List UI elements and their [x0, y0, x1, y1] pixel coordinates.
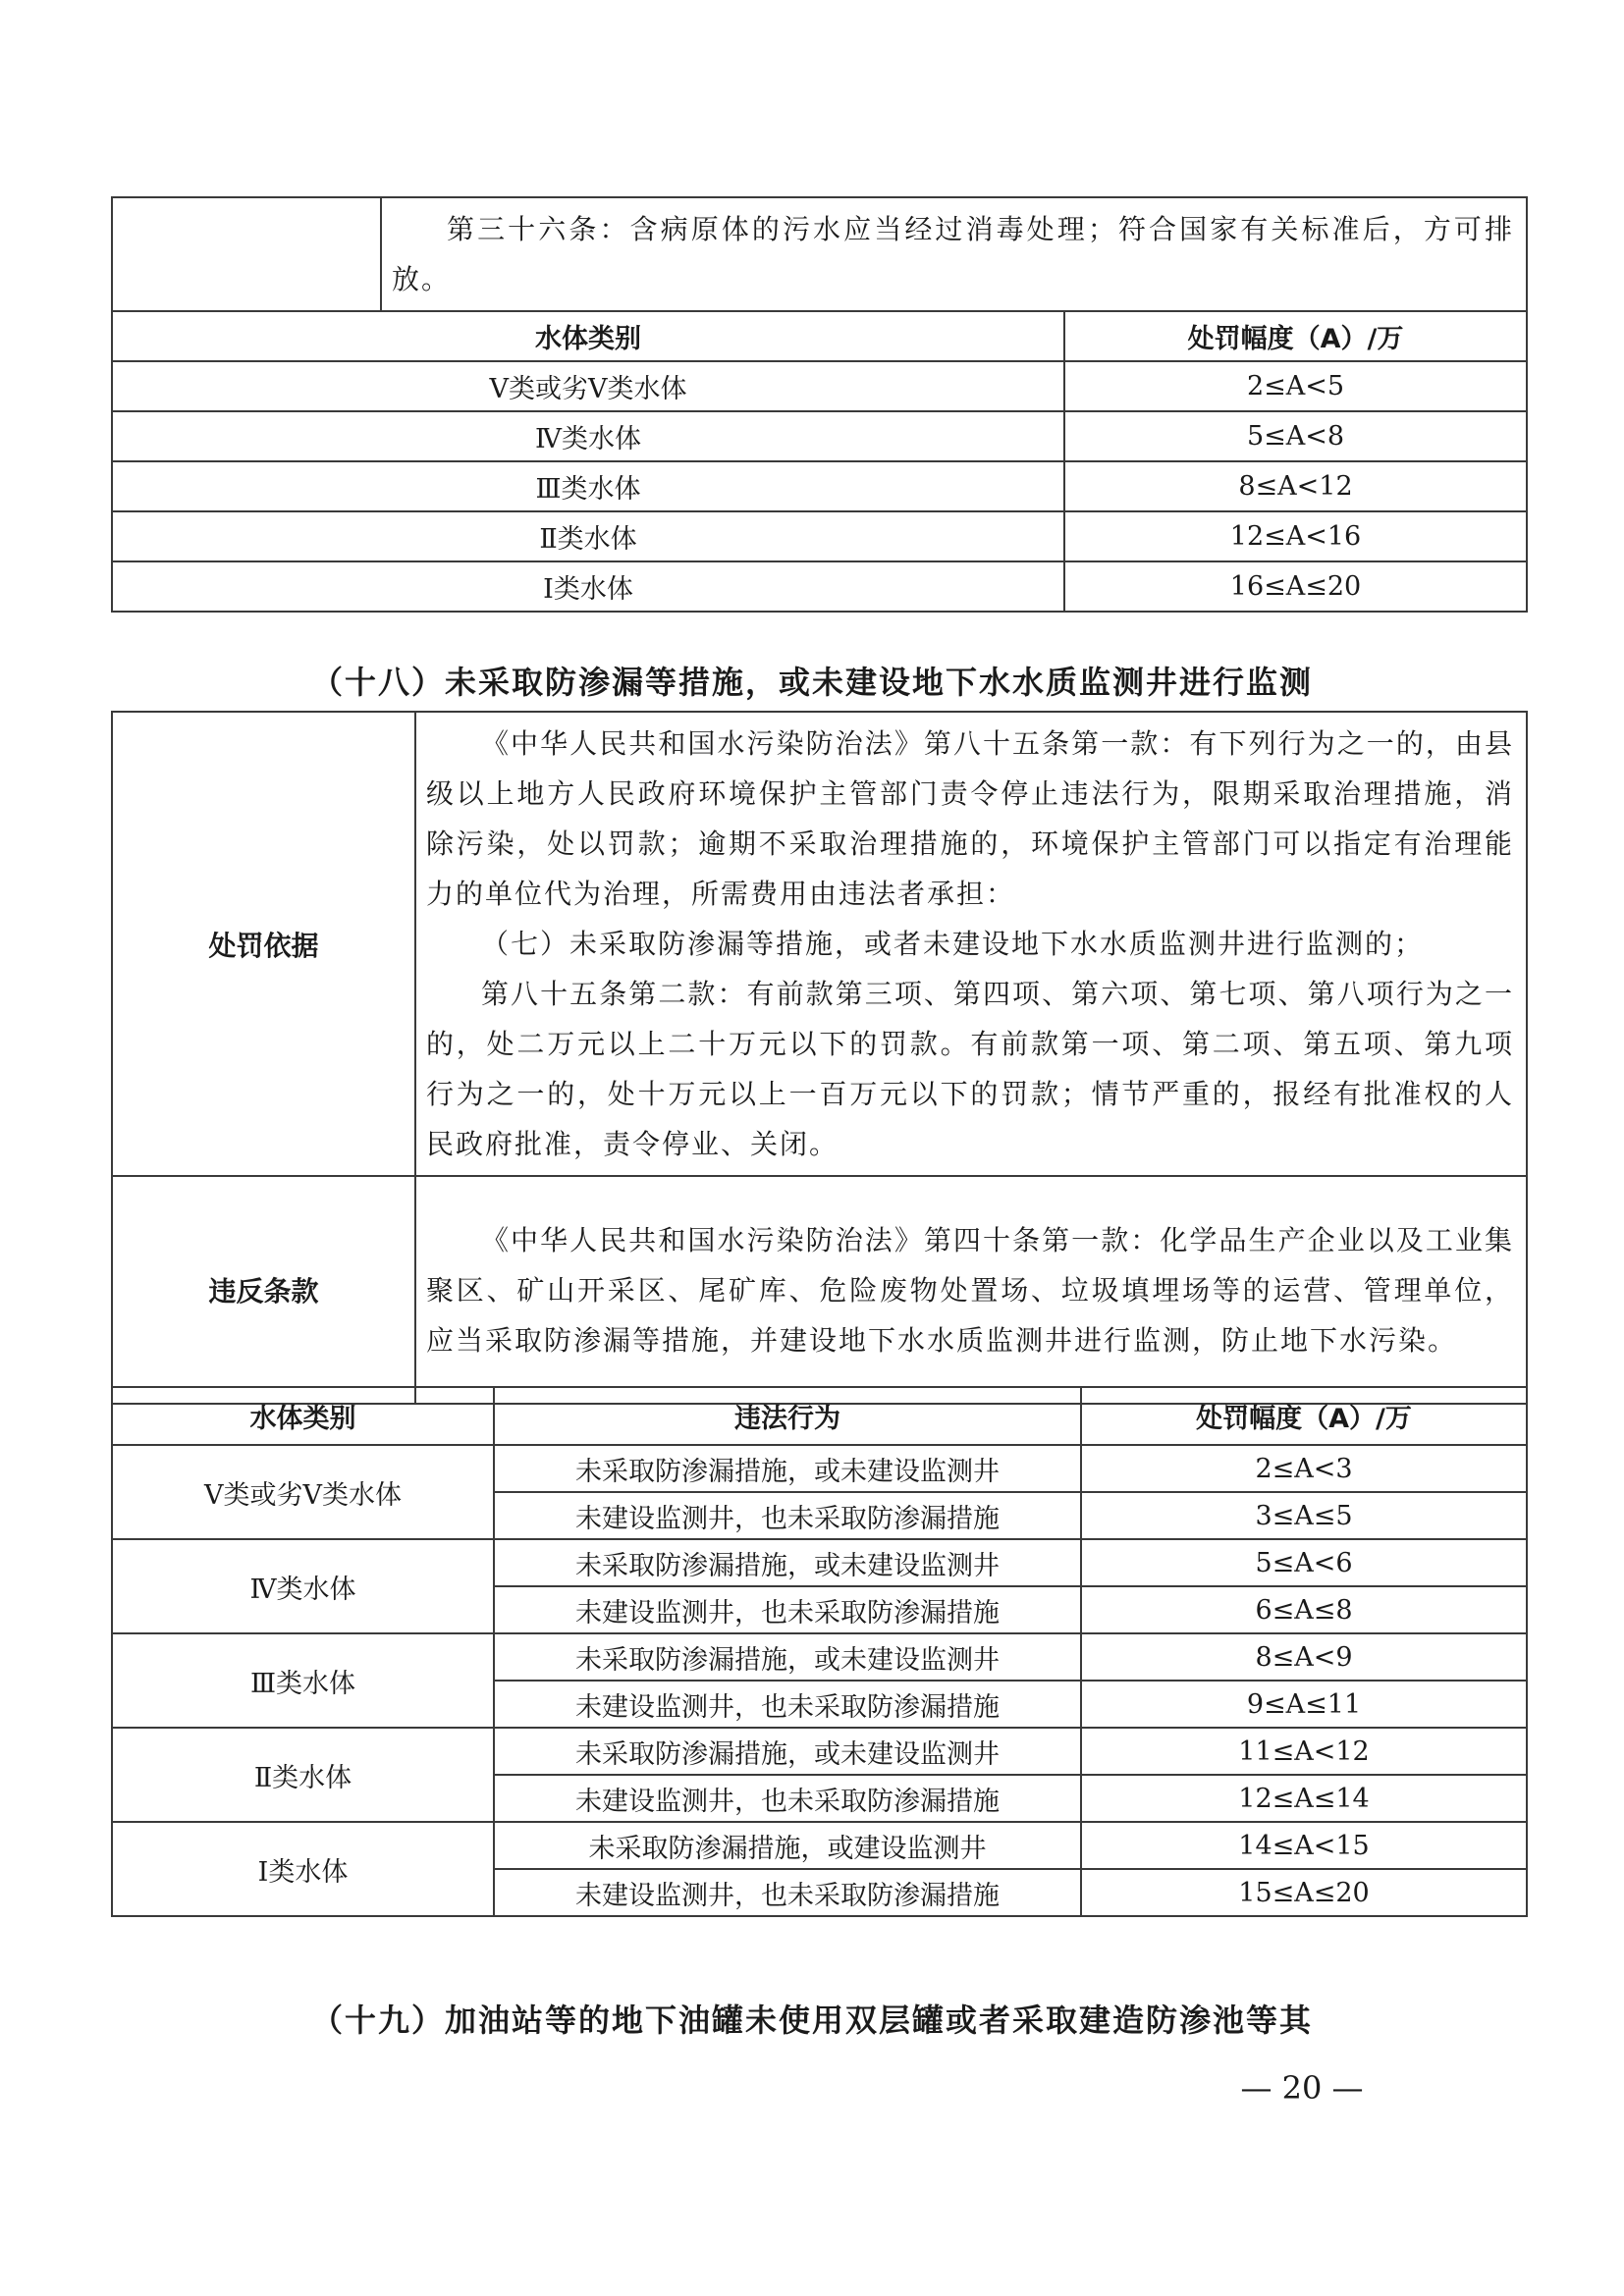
penalty-range: 14≤A<15: [1081, 1822, 1527, 1869]
penalty-range: 8≤A<12: [1064, 461, 1527, 511]
violated-clause-label: 违反条款: [112, 1176, 415, 1404]
article-text: 第三十六条：含病原体的污水应当经过消毒处理；符合国家有关标准后，方可排放。: [392, 213, 1515, 295]
penalty-range: 2≤A<3: [1081, 1445, 1527, 1492]
table-row: [112, 411, 1527, 461]
water-category: Ⅲ类水体: [112, 1633, 494, 1728]
table-row: [112, 1633, 1527, 1681]
table-row: [112, 461, 1527, 511]
section-18-heading: （十八）未采取防渗漏等措施，或未建设地下水水质监测井进行监测: [310, 664, 1313, 701]
penalty-basis-label: 处罚依据: [112, 712, 415, 1176]
violation-behavior: 未采取防渗漏措施，或未建设监测井: [494, 1633, 1081, 1681]
table-header-row: [112, 1387, 1527, 1445]
header-penalty-range: 处罚幅度（A）/万: [1081, 1387, 1527, 1445]
penalty-range: 2≤A<5: [1064, 361, 1527, 411]
violation-behavior: 未采取防渗漏措施，或建设监测井: [494, 1822, 1081, 1869]
penalty-range: 3≤A≤5: [1081, 1492, 1527, 1539]
table-row: [112, 511, 1527, 561]
table-header-row: [112, 311, 1527, 361]
header-water-category: 水体类别: [112, 1387, 494, 1445]
penalty-range: 8≤A<9: [1081, 1633, 1527, 1681]
penalty-basis-paragraph: 《中华人民共和国水污染防治法》第八十五条第一款：有下列行为之一的，由县级以上地方人民政府环境保护主管部门责令停止违法行为，限期采取治理措施，消除污染，处以罚款；逾期不采取治理措施的，环境保护主管部门可以指定有治理能力的单位代为治理，所需费用由违法者承担：: [426, 727, 1514, 910]
violated-clause-text-cell: [415, 1176, 1527, 1404]
header-penalty-range: 处罚幅度（A）/万: [1064, 311, 1527, 361]
violation-behavior: 未采取防渗漏措施，或未建设监测井: [494, 1539, 1081, 1586]
violation-behavior: 未采取防渗漏措施，或未建设监测井: [494, 1728, 1081, 1775]
table-row: [112, 1445, 1527, 1492]
water-category: Ⅱ类水体: [112, 511, 1064, 561]
legal-basis-table: [111, 711, 1528, 1405]
water-category: Ⅳ类水体: [112, 1539, 494, 1633]
violation-behavior: 未建设监测井，也未采取防渗漏措施: [494, 1775, 1081, 1822]
table-row: [112, 361, 1527, 411]
empty-label-cell: [112, 197, 381, 311]
table-row: [112, 1539, 1527, 1586]
article-row: [112, 197, 1527, 311]
penalty-basis-row: [112, 712, 1527, 1176]
penalty-range: 16≤A≤20: [1064, 561, 1527, 612]
page-number: — 20 —: [1240, 2069, 1364, 2107]
penalty-basis-paragraph: （七）未采取防渗漏等措施，或者未建设地下水水质监测井进行监测的；: [481, 928, 1425, 960]
penalty-basis-text-cell: [415, 712, 1527, 1176]
violation-behavior: 未采取防渗漏措施，或未建设监测井: [494, 1445, 1081, 1492]
violation-behavior: 未建设监测井，也未采取防渗漏措施: [494, 1492, 1081, 1539]
table-row: [112, 1822, 1527, 1869]
penalty-range: 9≤A≤11: [1081, 1681, 1527, 1728]
penalty-range-table-18: [111, 1386, 1528, 1917]
water-category: Ⅱ类水体: [112, 1728, 494, 1822]
penalty-range: 5≤A<6: [1081, 1539, 1527, 1586]
article-text-cell: [381, 197, 1527, 311]
violated-clause-row: [112, 1176, 1527, 1404]
penalty-range: 15≤A≤20: [1081, 1869, 1527, 1916]
water-category: Ⅰ类水体: [112, 561, 1064, 612]
violation-behavior: 未建设监测井，也未采取防渗漏措施: [494, 1681, 1081, 1728]
water-category: Ⅴ类或劣Ⅴ类水体: [112, 1445, 494, 1539]
header-violation-behavior: 违法行为: [494, 1387, 1081, 1445]
water-category: Ⅰ类水体: [112, 1822, 494, 1916]
penalty-range: 6≤A≤8: [1081, 1586, 1527, 1633]
header-water-category: 水体类别: [112, 311, 1064, 361]
penalty-range: 12≤A≤14: [1081, 1775, 1527, 1822]
violation-behavior: 未建设监测井，也未采取防渗漏措施: [494, 1869, 1081, 1916]
section-19-heading: （十九）加油站等的地下油罐未使用双层罐或者采取建造防渗池等其: [310, 2002, 1313, 2039]
penalty-range: 12≤A<16: [1064, 511, 1527, 561]
penalty-range: 5≤A<8: [1064, 411, 1527, 461]
water-category-penalty-table-17: [111, 196, 1528, 613]
water-category: Ⅲ类水体: [112, 461, 1064, 511]
violation-behavior: 未建设监测井，也未采取防渗漏措施: [494, 1586, 1081, 1633]
water-category: Ⅴ类或劣Ⅴ类水体: [112, 361, 1064, 411]
table-row: [112, 1728, 1527, 1775]
table-row: [112, 561, 1527, 612]
penalty-basis-paragraph: 第八十五条第二款：有前款第三项、第四项、第六项、第七项、第八项行为之一的，处二万元以上二十万元以下的罚款。有前款第一项、第二项、第五项、第九项行为之一的，处十万元以上一百万元以下的罚款；情节严重的，报经有批准权的人民政府批准，责令停业、关闭。: [426, 978, 1514, 1160]
violated-clause-paragraph: 《中华人民共和国水污染防治法》第四十条第一款：化学品生产企业以及工业集聚区、矿山开采区、尾矿库、危险废物处置场、垃圾填埋场等的运营、管理单位，应当采取防渗漏等措施，并建设地下水水质监测井进行监测，防止地下水污染。: [426, 1223, 1514, 1357]
water-category: Ⅳ类水体: [112, 411, 1064, 461]
penalty-range: 11≤A<12: [1081, 1728, 1527, 1775]
